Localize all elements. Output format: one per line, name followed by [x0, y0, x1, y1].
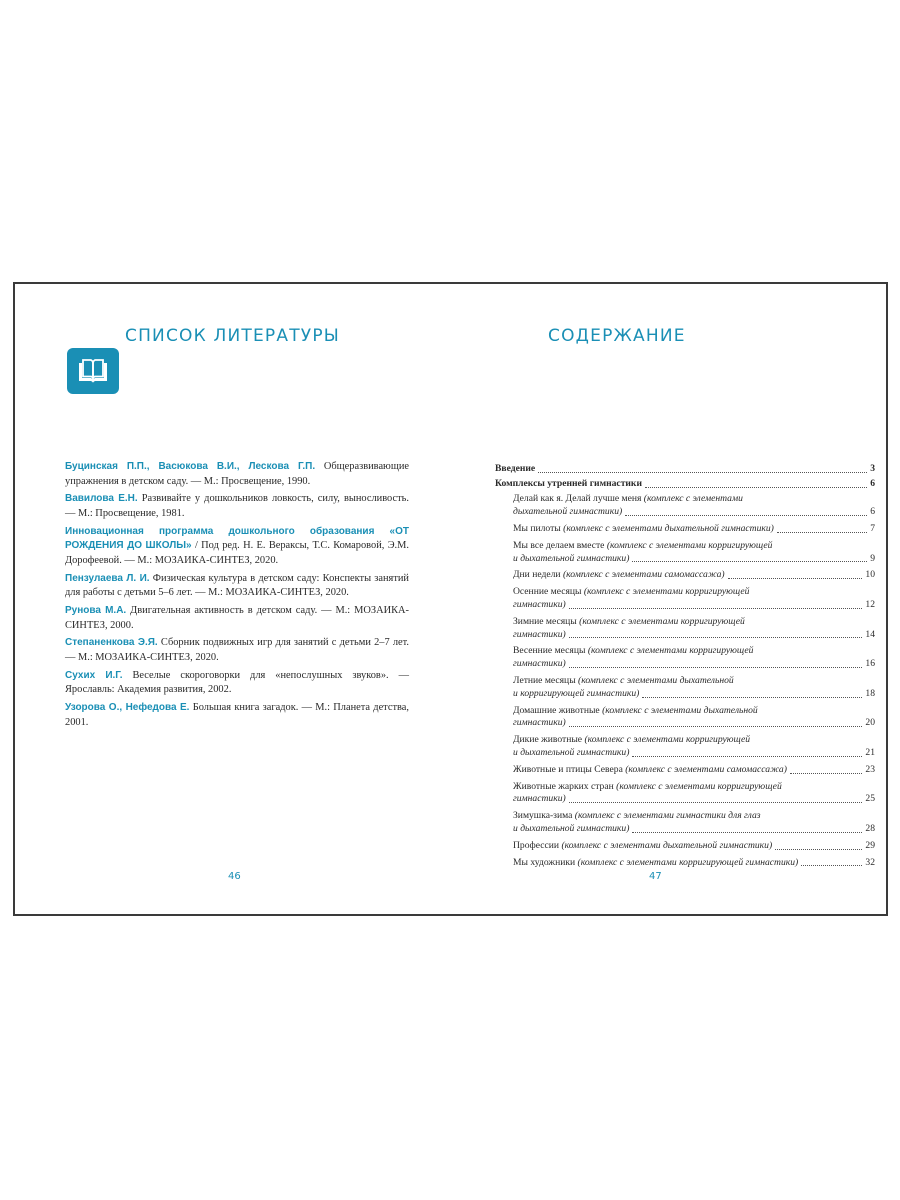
dot-leader [632, 756, 862, 757]
bib-author: Пензулаева Л. И. [65, 572, 150, 584]
toc-entry-line [513, 506, 875, 519]
toc-entry-note: гимнастики) [513, 658, 566, 670]
bib-details: Веселые скороговорки для «непослушных звуков». — Ярославль: Академия развития, 2002. [65, 669, 409, 696]
bib-author: Инновационная программа дошкольного образования «ОТ РОЖДЕНИЯ ДО ШКОЛЫ» [65, 525, 409, 552]
toc-entry-note: (комплекс с элементами [643, 493, 743, 505]
toc-entry-title: Осенние месяцы [513, 586, 582, 598]
dot-leader [790, 773, 863, 774]
dot-leader [625, 515, 867, 516]
toc-entry [513, 645, 875, 671]
toc-entry-note: гимнастики) [513, 793, 566, 805]
toc-entry-note: (комплекс с элементами дыхательной гимнастики) [563, 522, 774, 534]
toc-section [495, 463, 875, 476]
toc-entry-line [513, 840, 875, 853]
toc-entry-line [513, 823, 875, 836]
dot-leader [777, 532, 867, 533]
dot-leader [642, 697, 862, 698]
bib-details: Сборник подвижных игр для занятий с детьми 2–7 лет. — М.: МОЗАИКА-СИНТЕЗ, 2020. [65, 637, 409, 664]
table-of-contents [495, 463, 875, 873]
page-number-left: 46 [228, 871, 241, 882]
toc-entry-note: (комплекс с элементами корригирующей [583, 586, 750, 598]
dot-leader [569, 608, 863, 609]
toc-page-number: 12 [865, 598, 875, 610]
toc-entry [513, 675, 875, 701]
toc-entry-line [513, 675, 875, 688]
toc-page-number: 20 [865, 717, 875, 729]
dot-leader [538, 472, 867, 473]
bib-details: Двигательная активность в детском саду. — М.: МОЗАИКА-СИНТЕЗ, 2000. [65, 605, 410, 631]
dot-leader [569, 667, 863, 668]
toc-entry-title: Дни недели [513, 569, 561, 581]
dot-leader [775, 849, 862, 850]
bibliography-item [65, 572, 409, 601]
toc-entry-title: Животные и птицы Севера [513, 763, 623, 775]
toc-section-title: Комплексы утренней гимнастики [495, 478, 642, 490]
toc-entry-note: гимнастики) [513, 598, 566, 610]
dot-leader [632, 832, 862, 833]
bibliography-item [65, 604, 409, 633]
open-book-icon [67, 348, 119, 394]
toc-entry-line [513, 705, 875, 718]
toc-entry-title: Зимушка-зима [513, 810, 573, 822]
bib-details: Большая книга загадок. — М.: Планета детства, 2001. [65, 702, 409, 728]
toc-entry-title: Зимние месяцы [513, 615, 577, 627]
toc-entry-title: Дикие животные [513, 734, 583, 746]
toc-entry [513, 586, 875, 612]
toc-entry-list [495, 493, 875, 869]
toc-entry-title: Животные жарких стран [513, 780, 614, 792]
toc-entry [513, 734, 875, 760]
toc-entry [513, 764, 875, 777]
toc-entry-line [513, 658, 875, 671]
bib-details: Общеразвивающие упражнения в детском саду. — М.: Просвещение, 1990. [65, 461, 409, 487]
toc-entry-line [513, 629, 875, 642]
toc-entry-title: Мы все делаем вместе [513, 539, 605, 551]
toc-entry-line [513, 810, 875, 823]
toc-page-number: 3 [870, 463, 875, 474]
dot-leader [645, 487, 867, 488]
toc-entry [513, 523, 875, 536]
bibliography-item [65, 669, 409, 698]
toc-entry-line [513, 717, 875, 730]
toc-entry-note: гимнастики) [513, 717, 566, 729]
toc-page-number: 9 [870, 552, 875, 564]
toc-entry-note: (комплекс с элементами корригирующей [584, 734, 751, 746]
toc-entry-title: Мы художники [513, 856, 576, 868]
toc-page-number: 23 [865, 763, 875, 775]
toc-section [495, 478, 875, 491]
toc-entry-title: Делай как я. Делай лучше меня [513, 493, 642, 505]
toc-entry [513, 616, 875, 642]
bibliography-item [65, 492, 409, 521]
toc-entry-line [513, 645, 875, 658]
contents-heading: СОДЕРЖАНИЕ [548, 326, 686, 346]
toc-entry-line [513, 734, 875, 747]
bibliography-item [65, 525, 409, 569]
toc-entry-note: (комплекс с элементами корригирующей [587, 645, 754, 657]
toc-page-number: 14 [865, 628, 875, 640]
toc-entry-text [513, 857, 798, 870]
toc-page-number: 6 [870, 478, 875, 490]
bib-details: Развивайте у дошкольников ловкость, силу, выносливость. — М.: Просвещение, 1981. [65, 493, 409, 519]
page-number-right: 47 [649, 871, 662, 882]
toc-entry-note: дыхательной гимнастики) [513, 506, 623, 518]
bibliography-item [65, 636, 409, 665]
toc-entry-text [513, 764, 787, 777]
book-spread [13, 282, 888, 916]
toc-entry-title: Мы пилоты [513, 522, 561, 534]
toc-entry-note: и дыхательной гимнастики) [513, 822, 630, 834]
bib-author: Степаненкова Э.Я. [65, 637, 158, 649]
toc-entry-title: Профессии [513, 839, 560, 851]
toc-page-number: 32 [865, 856, 875, 868]
toc-entry-title: Домашние животные [513, 704, 600, 716]
bibliography-item [65, 701, 409, 730]
toc-section-title: Введение [495, 463, 536, 474]
toc-entry [513, 705, 875, 731]
bib-details: / Под ред. Н. Е. Вераксы, Т.С. Комаровой, Э.М. Дорофеевой. — М.: МОЗАИКА-СИНТЕЗ, 2020. [65, 540, 409, 566]
toc-page-number: 10 [865, 569, 875, 581]
toc-entry-note: (комплекс с элементами корригирующей [579, 615, 745, 627]
toc-page-number: 7 [870, 522, 875, 534]
toc-entry-note: и корригирующей гимнастики) [513, 687, 640, 699]
dot-leader [569, 802, 863, 803]
toc-page-number: 6 [870, 506, 875, 518]
toc-entry-note: (комплекс с элементами дыхательной гимнастики) [561, 839, 773, 851]
toc-entry-note: гимнастики) [513, 628, 566, 640]
toc-entry-note: и дыхательной гимнастики) [513, 552, 630, 564]
toc-entry [513, 540, 875, 566]
bib-author: Буцинская П.П., Васюкова В.И., Лескова Г.П. [65, 461, 316, 472]
bibliography-heading: СПИСОК ЛИТЕРАТУРЫ [125, 326, 340, 346]
bib-details: Физическая культура в детском саду: Конспекты занятий для работы с детьми 5–6 лет. — М.: МОЗАИКА-СИНТЕЗ, 2020. [65, 572, 409, 599]
toc-entry-text [513, 569, 725, 582]
toc-page-number: 18 [865, 687, 875, 699]
page-left [15, 284, 452, 914]
toc-entry [513, 569, 875, 582]
toc-entry-note: (комплекс с элементами самомассажа) [562, 569, 725, 581]
bibliography-item [65, 460, 409, 489]
toc-entry [513, 857, 875, 870]
toc-entry-line [513, 688, 875, 701]
dot-leader [569, 726, 863, 727]
toc-entry-note: и дыхательной гимнастики) [513, 746, 630, 758]
bib-author: Узорова О., Нефедова Е. [65, 702, 190, 714]
toc-entry-line [513, 764, 875, 777]
toc-entry-line [513, 523, 875, 536]
toc-entry-note: (комплекс с элементами корригирующей [606, 539, 773, 551]
toc-page-number: 25 [865, 793, 875, 805]
toc-entry-text [513, 523, 774, 536]
toc-entry-line [513, 553, 875, 566]
toc-entry-line [513, 493, 875, 506]
toc-entry [513, 840, 875, 853]
toc-entry-title: Весенние месяцы [513, 645, 586, 657]
dot-leader [728, 578, 863, 579]
toc-entry-note: (комплекс с элементами гимнастики для глаз [574, 810, 761, 822]
toc-entry-line [513, 586, 875, 599]
toc-entry-text [513, 840, 772, 853]
toc-entry-line [513, 747, 875, 760]
toc-page-number: 21 [865, 746, 875, 758]
toc-entry-line [513, 857, 875, 870]
toc-entry-line [513, 616, 875, 629]
toc-entry [513, 493, 875, 519]
toc-entry-line [513, 569, 875, 582]
toc-entry [513, 810, 875, 836]
toc-entry-line [513, 599, 875, 612]
toc-entry-note: (комплекс с элементами самомассажа) [625, 763, 787, 775]
toc-entry-note: (комплекс с элементами корригирующей гимнастики) [577, 856, 799, 868]
toc-entry-note: (комплекс с элементами корригирующей [616, 780, 782, 792]
dot-leader [632, 561, 867, 562]
bib-author: Рунова М.А. [65, 605, 127, 617]
toc-page-number: 16 [865, 658, 875, 670]
dot-leader [801, 865, 862, 866]
page-right [452, 284, 888, 914]
toc-entry-note: (комплекс с элементами дыхательной [602, 704, 758, 716]
toc-entry-note: (комплекс с элементами дыхательной [578, 674, 734, 686]
toc-page-number: 29 [865, 839, 875, 851]
toc-entry-line [513, 793, 875, 806]
bib-author: Вавилова Е.Н. [65, 493, 138, 505]
toc-entry-line [513, 540, 875, 553]
bib-author: Сухих И.Г. [65, 669, 123, 681]
toc-entry-title: Летние месяцы [513, 674, 576, 686]
toc-entry-line [513, 781, 875, 794]
bibliography-list [65, 460, 409, 734]
toc-entry [513, 781, 875, 807]
dot-leader [569, 637, 863, 638]
toc-page-number: 28 [865, 822, 875, 834]
